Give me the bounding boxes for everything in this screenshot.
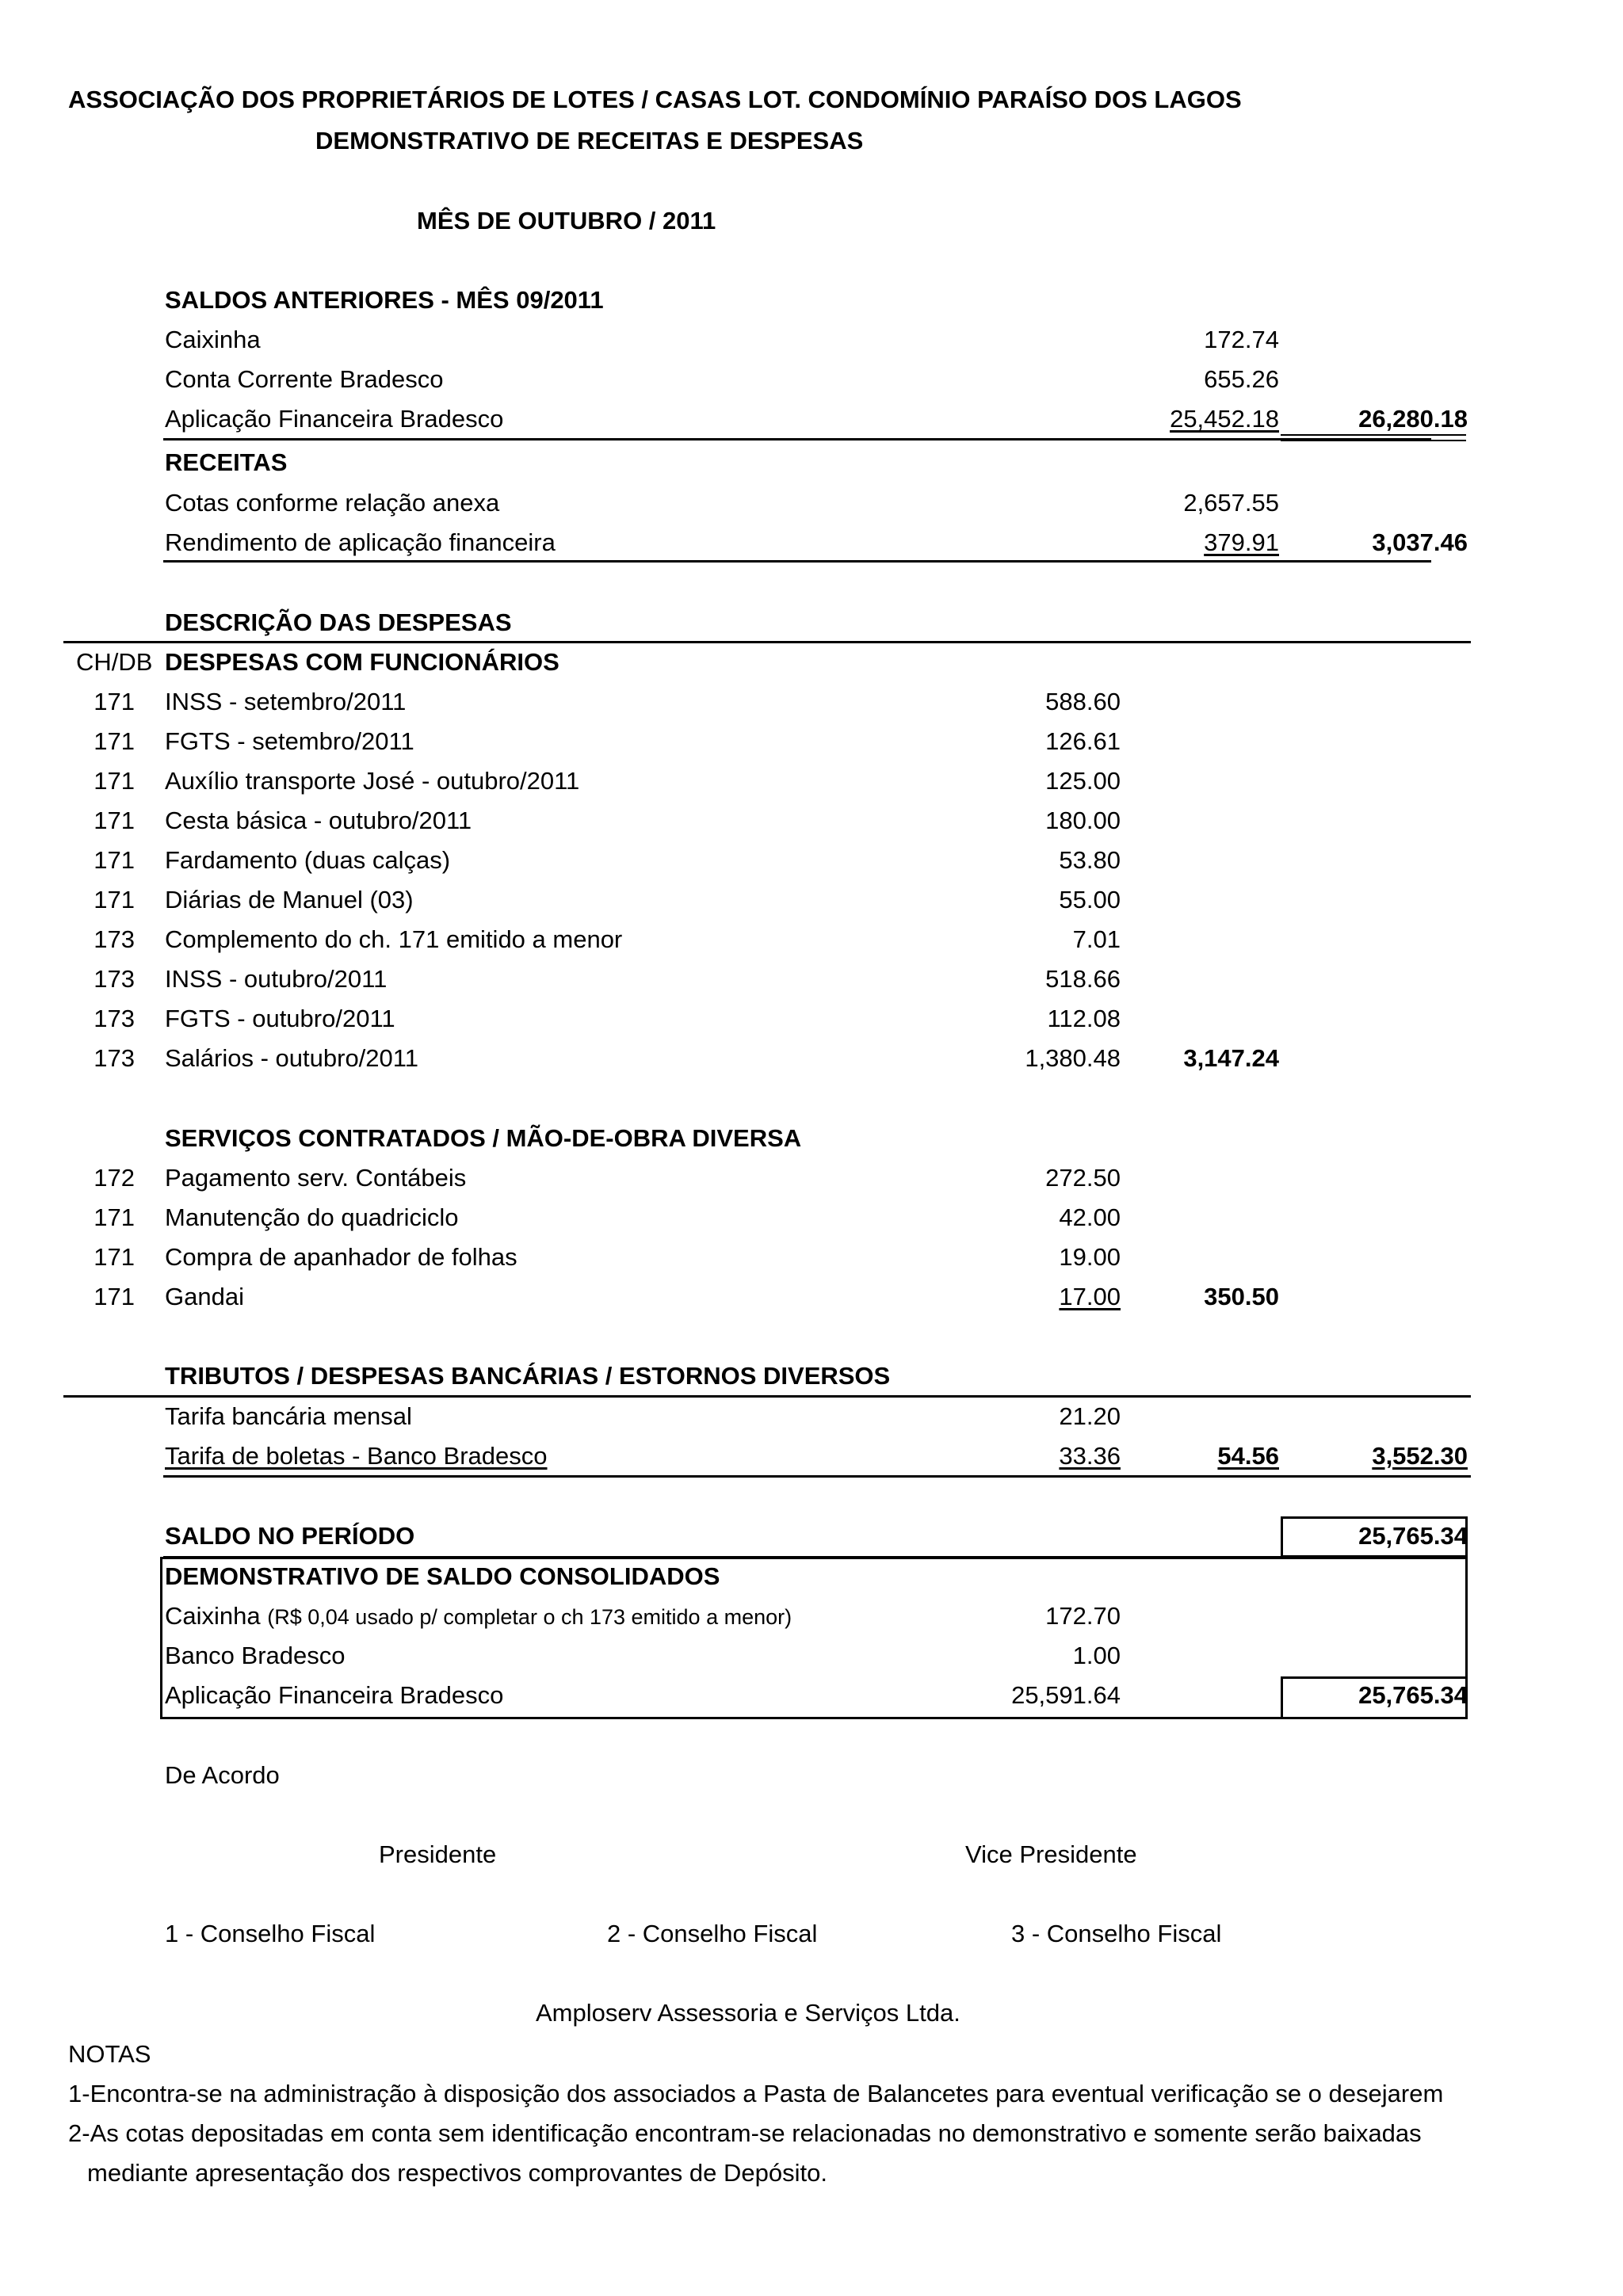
chdb-column-header: CH/DB: [76, 648, 153, 676]
consolidado-banco-label: Banco Bradesco: [165, 1642, 346, 1669]
expense-ch: 172: [94, 1164, 135, 1192]
saldo-conta-corrente-value: 655.26: [1204, 365, 1279, 393]
conselho-fiscal-1: 1 - Conselho Fiscal: [165, 1920, 376, 1947]
vice-presidente-signature: Vice Presidente: [965, 1840, 1137, 1868]
expense-ch: 171: [94, 727, 135, 755]
receita-cotas-label: Cotas conforme relação anexa: [165, 489, 500, 517]
expense-ch: 173: [94, 965, 135, 993]
section-divider: [163, 560, 1431, 563]
saldo-aplicacao-label: Aplicação Financeira Bradesco: [165, 405, 504, 433]
expense-value: 7.01: [1072, 925, 1121, 953]
receitas-total: 3,037.46: [1372, 528, 1468, 556]
saldo-aplicacao-value: 25,452.18: [1170, 405, 1279, 433]
nota-1: 1-Encontra-se na administração à disposição dos associados a Pasta de Balancetes para eventual verificação se o desejarem: [68, 2080, 1444, 2107]
expense-ch: 171: [94, 1283, 135, 1310]
org-title: ASSOCIAÇÃO DOS PROPRIETÁRIOS DE LOTES / CASAS LOT. CONDOMÍNIO PARAÍSO DOS LAGOS: [68, 86, 1242, 113]
expense-label: Compra de apanhador de folhas: [165, 1243, 517, 1271]
expense-label: Complemento do ch. 171 emitido a menor: [165, 925, 623, 953]
consolidado-aplicacao-value: 25,591.64: [1011, 1681, 1121, 1709]
saldos-anteriores-title: SALDOS ANTERIORES - MÊS 09/2011: [165, 286, 604, 314]
expense-value: 180.00: [1045, 807, 1121, 834]
expense-value: 21.20: [1059, 1402, 1121, 1430]
consolidado-caixinha-value: 172.70: [1045, 1602, 1121, 1630]
expense-value: 112.08: [1047, 1005, 1121, 1032]
expense-label: Manutenção do quadriciclo: [165, 1203, 459, 1231]
nota-2-continuation: mediante apresentação dos respectivos comprovantes de Depósito.: [87, 2159, 827, 2187]
expense-label: Diárias de Manuel (03): [165, 886, 414, 913]
conselho-fiscal-3: 3 - Conselho Fiscal: [1011, 1920, 1222, 1947]
consolidado-aplicacao-label: Aplicação Financeira Bradesco: [165, 1681, 504, 1709]
servicos-subtotal: 350.50: [1204, 1283, 1279, 1310]
section-divider: [163, 1475, 1471, 1478]
expense-value: 17.00: [1059, 1283, 1121, 1310]
expense-label: Fardamento (duas calças): [165, 846, 451, 874]
expense-ch: 171: [94, 1203, 135, 1231]
notas-title: NOTAS: [68, 2040, 151, 2068]
expense-label: Pagamento serv. Contábeis: [165, 1164, 467, 1192]
total-double-underline: [1281, 434, 1466, 441]
expense-value: 55.00: [1059, 886, 1121, 913]
saldos-anteriores-total: 26,280.18: [1358, 405, 1468, 433]
presidente-signature: Presidente: [379, 1840, 497, 1868]
receita-rendimento-label: Rendimento de aplicação financeira: [165, 528, 556, 556]
funcionarios-title: DESPESAS COM FUNCIONÁRIOS: [165, 648, 559, 676]
expense-label: Tarifa bancária mensal: [165, 1402, 412, 1430]
expense-label: FGTS - outubro/2011: [165, 1005, 395, 1032]
expense-value: 588.60: [1045, 688, 1121, 715]
month-title: MÊS DE OUTUBRO / 2011: [417, 207, 716, 235]
receita-cotas-value: 2,657.55: [1183, 489, 1279, 517]
saldo-conta-corrente-label: Conta Corrente Bradesco: [165, 365, 444, 393]
expense-label: Auxílio transporte José - outubro/2011: [165, 767, 580, 795]
expense-value: 53.80: [1059, 846, 1121, 874]
saldo-caixinha-label: Caixinha: [165, 326, 261, 353]
consolidado-total: 25,765.34: [1358, 1681, 1468, 1709]
servicos-title: SERVIÇOS CONTRATADOS / MÃO-DE-OBRA DIVERSA: [165, 1124, 802, 1152]
conselho-fiscal-2: 2 - Conselho Fiscal: [607, 1920, 818, 1947]
expense-label: INSS - outubro/2011: [165, 965, 388, 993]
expense-label: Salários - outubro/2011: [165, 1044, 418, 1072]
expense-ch: 173: [94, 925, 135, 953]
expense-label: Tarifa de boletas - Banco Bradesco: [165, 1442, 548, 1470]
consolidado-title: DEMONSTRATIVO DE SALDO CONSOLIDADOS: [165, 1562, 720, 1590]
expense-label: FGTS - setembro/2011: [165, 727, 414, 755]
receitas-title: RECEITAS: [165, 448, 288, 476]
expense-ch: 173: [94, 1044, 135, 1072]
funcionarios-subtotal: 3,147.24: [1183, 1044, 1279, 1072]
expense-label: INSS - setembro/2011: [165, 688, 407, 715]
consolidado-caixinha: [165, 1601, 792, 1632]
expense-value: 19.00: [1059, 1243, 1121, 1271]
company-name: Amploserv Assessoria e Serviços Ltda.: [536, 1999, 960, 2027]
receita-rendimento-value: 379.91: [1204, 528, 1279, 556]
saldo-periodo-value: 25,765.34: [1358, 1522, 1468, 1550]
document-title: DEMONSTRATIVO DE RECEITAS E DESPESAS: [315, 127, 864, 154]
expense-label: Gandai: [165, 1283, 244, 1310]
tributos-title: TRIBUTOS / DESPESAS BANCÁRIAS / ESTORNOS DIVERSOS: [165, 1362, 891, 1390]
despesas-total: 3,552.30: [1372, 1442, 1468, 1470]
tributos-subtotal: 54.56: [1217, 1442, 1279, 1470]
section-divider: [63, 641, 1471, 643]
expense-value: 33.36: [1059, 1442, 1121, 1470]
consolidado-banco-value: 1.00: [1072, 1642, 1121, 1669]
expense-ch: 171: [94, 767, 135, 795]
expense-ch: 171: [94, 688, 135, 715]
expense-value: 1,380.48: [1025, 1044, 1121, 1072]
de-acordo: De Acordo: [165, 1761, 280, 1789]
expense-value: 126.61: [1045, 727, 1121, 755]
expense-value: 518.66: [1045, 965, 1121, 993]
consolidado-caixinha-note: (R$ 0,04 usado p/ completar o ch 173 emitido a menor): [267, 1605, 792, 1629]
expense-value: 125.00: [1045, 767, 1121, 795]
expense-ch: 171: [94, 807, 135, 834]
expense-value: 272.50: [1045, 1164, 1121, 1192]
saldo-periodo-label: SALDO NO PERÍODO: [165, 1522, 415, 1550]
consolidado-caixinha-label: Caixinha: [165, 1602, 261, 1630]
expense-value: 42.00: [1059, 1203, 1121, 1231]
expense-ch: 171: [94, 846, 135, 874]
despesas-title: DESCRIÇÃO DAS DESPESAS: [165, 608, 512, 636]
saldo-caixinha-value: 172.74: [1204, 326, 1279, 353]
expense-ch: 171: [94, 886, 135, 913]
expense-ch: 171: [94, 1243, 135, 1271]
expense-ch: 173: [94, 1005, 135, 1032]
section-divider: [163, 438, 1431, 441]
nota-2: 2-As cotas depositadas em conta sem identificação encontram-se relacionadas no demonstrativo e somente serão baixadas: [68, 2119, 1422, 2147]
expense-label: Cesta básica - outubro/2011: [165, 807, 472, 834]
section-divider: [63, 1395, 1471, 1398]
